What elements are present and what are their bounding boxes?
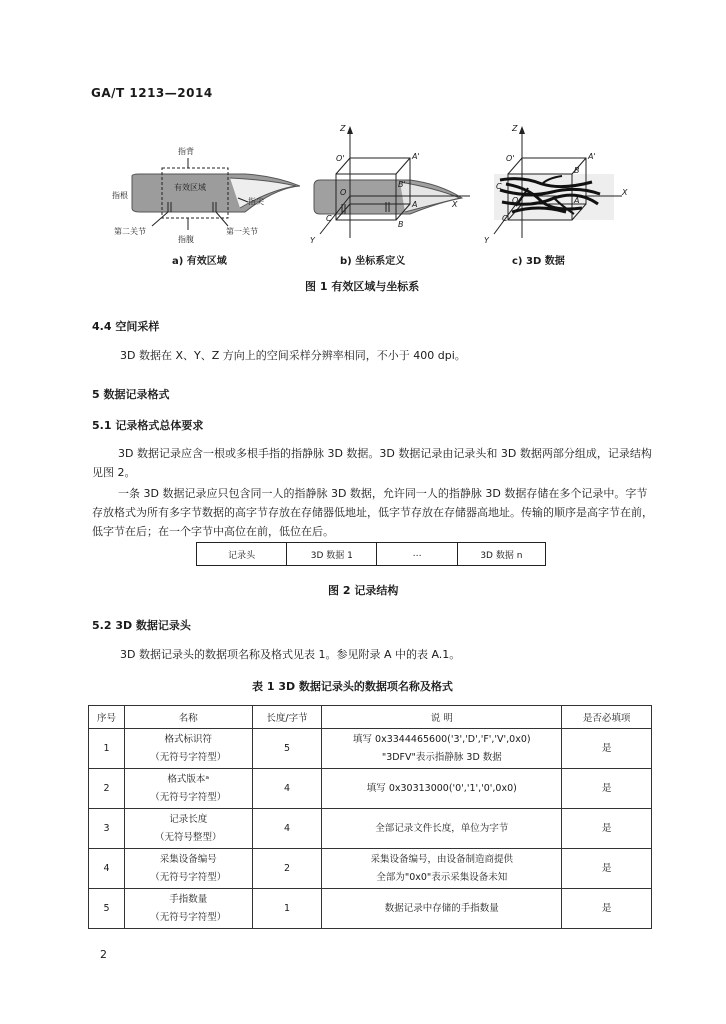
label-finger-belly: 指腹 [178,235,194,244]
heading-5-2: 5.2 3D 数据记录头 [92,619,191,632]
cell-required: 是 [562,809,652,849]
axis-y-label: Y [310,236,315,245]
desc-line: 填写 0x3344465600('3','D','F','V',0x0) [353,733,531,745]
cell-description [322,769,562,809]
heading-5: 5 数据记录格式 [92,388,170,401]
para-4-4: 3D 数据在 X、Y、Z 方向上的空间采样分辨率相同，不小于 400 dpi。 [120,349,466,362]
figure1-panel-a [110,118,300,268]
label-finger-back: 指背 [178,147,194,156]
record-header-table [88,705,652,929]
label-finger-tip: 指尖 [248,197,264,206]
point-a-prime: A' [412,152,420,161]
cell-description [322,849,562,889]
record-header-cell: 记录头 [197,543,287,565]
cell-length: 4 [252,769,322,809]
cell-description [322,729,562,769]
col-header-name: 名称 [124,706,252,729]
desc-line: "3DFV"表示指静脉 3D 数据 [381,751,502,763]
item-name: 记录长度 [169,813,208,825]
label-effective-region: 有效区域 [174,183,206,192]
desc-line: 全部为"0x0"表示采集设备未知 [376,871,508,883]
item-type: （无符号字符型） [150,871,227,883]
heading-4-4: 4.4 空间采样 [92,320,160,333]
col-header-length: 长度/字节 [252,706,322,729]
cell-name [124,849,252,889]
standard-number: GA/T 1213—2014 [91,86,213,100]
desc-line: 采集设备编号，由设备制造商提供 [370,853,514,865]
ellipsis-cell: … [377,543,457,565]
figure1-panel-b [300,118,480,268]
item-type: （无符号整型） [155,831,222,843]
cell-name [124,889,252,929]
desc-line: 全部记录文件长度，单位为字节 [375,822,509,834]
table1-caption: 表 1 3D 数据记录头的数据项名称及格式 [252,680,453,693]
point-o: O [340,188,347,197]
col-header-no: 序号 [89,706,125,729]
axis-y-label: Y [484,236,489,245]
para-5-1-b: 一条 3D 数据记录应只包含同一人的指静脉 3D 数据，允许同一人的指静脉 3D 数据存储在多个记录中。字节存放格式为所有多字节数据的高字节存放在存储器低地址，低字节存放在存储器高地址。传输的顺序是高字节在前，低字节在后；在一个字节中高位在前，低位在后。 [92,487,653,538]
label-first-joint: 第一关节 [226,227,258,236]
cell-description [322,889,562,929]
3d-data-1-cell: 3D 数据 1 [287,543,377,565]
caption-panel-a: a) 有效区域 [172,256,227,267]
cell-length: 4 [252,809,322,849]
item-type: （无符号字符型） [150,911,227,923]
desc-line: 数据记录中存储的手指数量 [384,902,499,914]
table-row [89,809,652,849]
item-name: 手指数量 [169,893,208,905]
cell-required: 是 [562,769,652,809]
item-name: 采集设备编号 [159,853,217,865]
caption-panel-b: b) 坐标系定义 [340,256,406,267]
figure1-panel-c [482,118,652,268]
cell-length: 2 [252,849,322,889]
col-header-description: 说 明 [322,706,562,729]
figure1-caption: 图 1 有效区域与坐标系 [305,280,420,293]
axis-z-label: Z [512,124,518,133]
point-a-prime: A' [588,152,596,161]
table-row [89,729,652,769]
cell-required: 是 [562,729,652,769]
para-5-2: 3D 数据记录头的数据项名称及格式见表 1。参见附录 A 中的表 A.1。 [120,648,461,661]
point-b-top: B [574,166,580,175]
cell-no: 5 [89,889,125,929]
para-5-1-a: 3D 数据记录应含一根或多根手指的指静脉 3D 数据。3D 数据记录由记录头和 3D 数据两部分组成，记录结构见图 2。 [92,447,652,479]
cell-required: 是 [562,849,652,889]
point-b-prime: B' [398,180,406,189]
point-b: B [398,220,404,229]
3d-data-n-cell: 3D 数据 n [480,550,523,561]
axis-x-label: X [452,200,458,209]
label-second-joint: 第二关节 [114,227,146,236]
page-number: 2 [100,948,107,961]
cell-description [322,809,562,849]
heading-5-1: 5.1 记录格式总体要求 [92,419,204,432]
label-finger-root: 指根 [112,191,128,200]
item-name: 格式标识符 [164,733,213,745]
record-structure-diagram [196,542,546,566]
point-c-left: C [496,182,502,191]
point-c: C [502,214,508,223]
point-a: A [412,200,418,209]
point-o-prime: O' [506,154,515,163]
axis-x-label: X [622,188,628,197]
coordinate-system-diagram [300,118,480,248]
cell-no: 1 [89,729,125,769]
table-row [89,849,652,889]
caption-panel-c: c) 3D 数据 [512,256,565,267]
axis-z-label: Z [340,124,346,133]
col-header-required: 是否必填项 [562,706,652,729]
point-c: C [326,214,332,223]
point-a: A [574,196,580,205]
item-name: 格式版本ᵃ [167,773,210,785]
cell-name [124,729,252,769]
point-o: O [512,196,519,205]
point-o-prime: O' [336,154,345,163]
table-row [89,769,652,809]
item-type: （无符号字符型） [150,751,227,763]
cell-name [124,809,252,849]
item-type: （无符号字符型） [150,791,227,803]
cell-required: 是 [562,889,652,929]
cell-no: 3 [89,809,125,849]
cell-name [124,769,252,809]
figure2-caption: 图 2 记录结构 [328,584,399,597]
desc-line: 填写 0x30313000('0','1','0',0x0) [366,782,517,794]
table-row [89,889,652,929]
cell-no: 4 [89,849,125,889]
cell-length: 1 [252,889,322,929]
3d-data-diagram [482,118,652,248]
cell-no: 2 [89,769,125,809]
cell-length: 5 [252,729,322,769]
